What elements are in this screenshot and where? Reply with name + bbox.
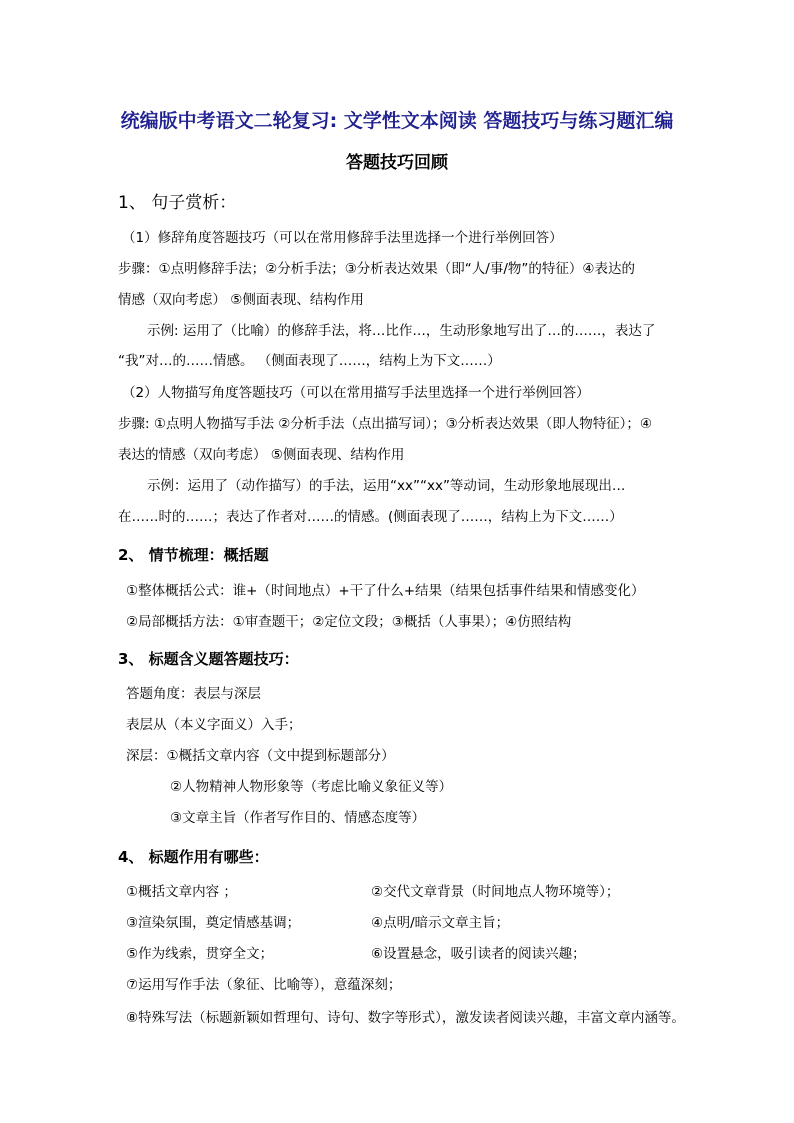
s1-p2-steps-line1: 步骤: ①点明人物描写手法 ②分析手法（点出描写词）；③分析表达效果（即人物特征）；④: [118, 416, 653, 432]
s1-p1-example-line2: “我”对…的……情感。 （侧面表现了……，结构上为下文……）: [118, 353, 501, 369]
s3-line5: ③文章主旨（作者写作目的、情感态度等）: [170, 810, 426, 826]
s2-line1: ①整体概括公式：谁+（时间地点）+干了什么+结果（结果包括事件结果和情感变化）: [126, 583, 645, 599]
s1-p2-example-line2: 在……时的……；表达了作者对……的情感。(侧面表现了……，结构上为下文……）: [118, 509, 623, 525]
s1-p2-example-line1: 示例：运用了（动作描写）的手法，运用“xx”“xx”等动词，生动形象地展现出…: [147, 478, 626, 494]
section-3-heading: 3、 标题含义题答题技巧：: [118, 650, 299, 668]
s3-line2: 表层从（本义字面义）入手；: [126, 717, 302, 733]
s1-p1-example-line1: 示例: 运用了（比喻）的修辞手法，将…比作…，生动形象地写出了…的……，表达了: [147, 323, 656, 339]
s3-line1: 答题角度：表层与深层: [126, 686, 261, 702]
section-1-heading: 1、 句子赏析：: [118, 193, 237, 213]
s4-item-3: ③渲染氛围，奠定情感基调；: [126, 915, 301, 931]
s4-item-1: ①概括文章内容 ；: [126, 884, 237, 900]
s3-line4: ②人物精神人物形象等（考虑比喻义象征义等）: [170, 779, 453, 795]
document-title: 统编版中考语文二轮复习: 文学性文本阅读 答题技巧与练习题汇编: [120, 110, 674, 132]
s4-item-2: ②交代文章背景（时间地点人物环境等）；: [371, 884, 620, 900]
s4-item-4: ④点明/暗示文章主旨；: [371, 915, 510, 931]
document-subtitle: 答题技巧回顾: [346, 153, 448, 173]
section-4-heading: 4、 标题作用有哪些：: [118, 848, 269, 866]
s1-p1-heading: （1）修辞角度答题技巧（可以在常用修辞手法里选择一个进行举例回答）: [122, 230, 563, 246]
s1-p2-steps-line2: 表达的情感（双向考虑） ⑤侧面表现、结构作用: [118, 447, 405, 463]
s1-p2-heading: （2）人物描写角度答题技巧（可以在常用描写手法里选择一个进行举例回答）: [122, 385, 590, 401]
s1-p1-steps-line1: 步骤：①点明修辞手法；②分析手法；③分析表达效果（即“人/事/物”的特征）④表达的: [118, 261, 635, 277]
s2-line2: ②局部概括方法：①审查题干；②定位文段；③概括（人事果）；④仿照结构: [126, 614, 572, 630]
s3-line3: 深层：①概括文章内容（文中提到标题部分）: [126, 748, 395, 764]
section-2-heading: 2、 情节梳理：概括题: [118, 546, 269, 564]
s4-item-5: ⑤作为线索，贯穿全文；: [126, 946, 274, 962]
s4-item-6: ⑥设置悬念，吸引读者的阅读兴趣；: [371, 946, 586, 962]
s1-p1-steps-line2: 情感（双向考虑） ⑤侧面表现、结构作用: [118, 292, 364, 308]
s4-item-8: ⑧特殊写法（标题新颖如哲理句、诗句、数字等形式），激发读者阅读兴趣，丰富文章内涵等。: [126, 1010, 685, 1026]
s4-item-7: ⑦运用写作手法（象征、比喻等），意蕴深刻；: [126, 977, 402, 993]
